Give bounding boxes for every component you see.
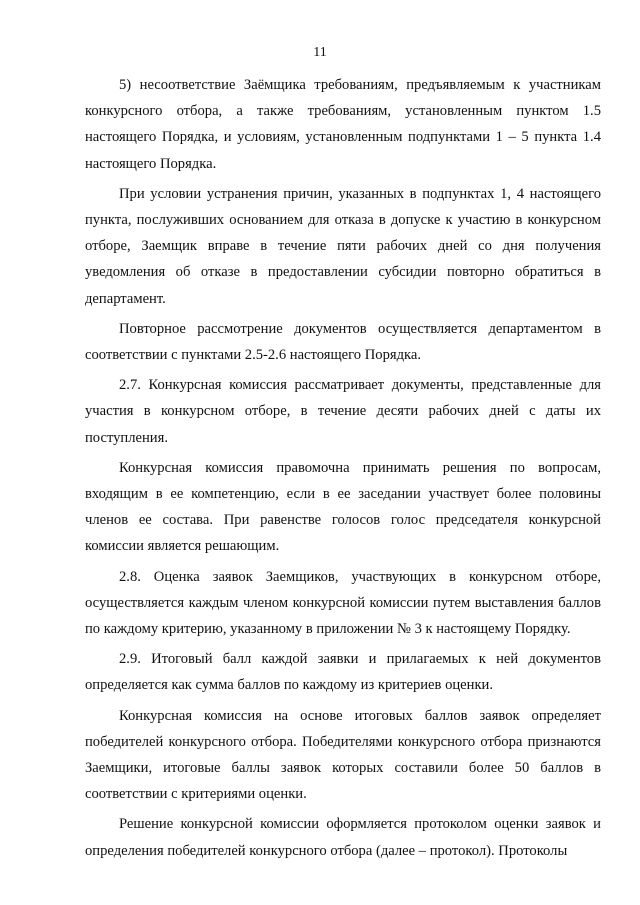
paragraph-2-8: 2.8. Оценка заявок Заемщиков, участвующих в конкурсном отборе, осуществляется каждым членом конкурсной комиссии путем выставления баллов по каждому критерию, указанному в приложении № 3 к настоящему Порядку. [85, 568, 601, 638]
paragraph-repeat-review: Повторное рассмотрение документов осуществляется департаментом в соответствии с пунктами 2.5-2.6 настоящего Порядка. [85, 320, 601, 364]
paragraph-commission-quorum: Конкурсная комиссия правомочна принимать решения по вопросам, входящим в ее компетенцию, если в ее заседании участвует более половины членов ее состава. При равенстве голосов голос председателя конкурсной комиссии является решающим. [85, 459, 601, 555]
paragraph-resubmission-conditions: При условии устранения причин, указанных в подпунктах 1, 4 настоящего пункта, послуживших основанием для отказа в допуске к участию в конкурсном отборе, Заемщик вправе в течение пяти рабочих дней со дня получения уведомления об отказе в предоставлении субсидии повторно обратиться в департамент. [85, 185, 601, 307]
paragraph-2-7: 2.7. Конкурсная комиссия рассматривает документы, представленные для участия в конкурсном отборе, в течение десяти рабочих дней с даты их поступления. [85, 377, 601, 446]
paragraph-protocol: Решение конкурсной комиссии оформляется протоколом оценки заявок и определения победителей конкурсного отбора (далее – протокол). Протоколы [85, 816, 601, 859]
document-body [85, 72, 601, 864]
paragraph-winners: Конкурсная комиссия на основе итоговых баллов заявок определяет победителей конкурсного отбора. Победителями конкурсного отбора признаются Заемщики, итоговые баллы заявок которых составили более 50 баллов в соответствии с критериями оценки. [85, 707, 601, 803]
paragraph-item-5: 5) несоответствие Заёмщика требованиям, предъявляемым к участникам конкурсного отбора, а также требованиям, установленным пунктом 1.5 настоящего Порядка, и условиям, установленным подпунктами 1 – 5 пункта 1.4 настоящего Порядка. [85, 77, 601, 172]
paragraph-2-9: 2.9. Итоговый балл каждой заявки и прилагаемых к ней документов определяется как сумма баллов по каждому из критериев оценки. [85, 651, 601, 694]
page-number: 11 [313, 45, 327, 60]
